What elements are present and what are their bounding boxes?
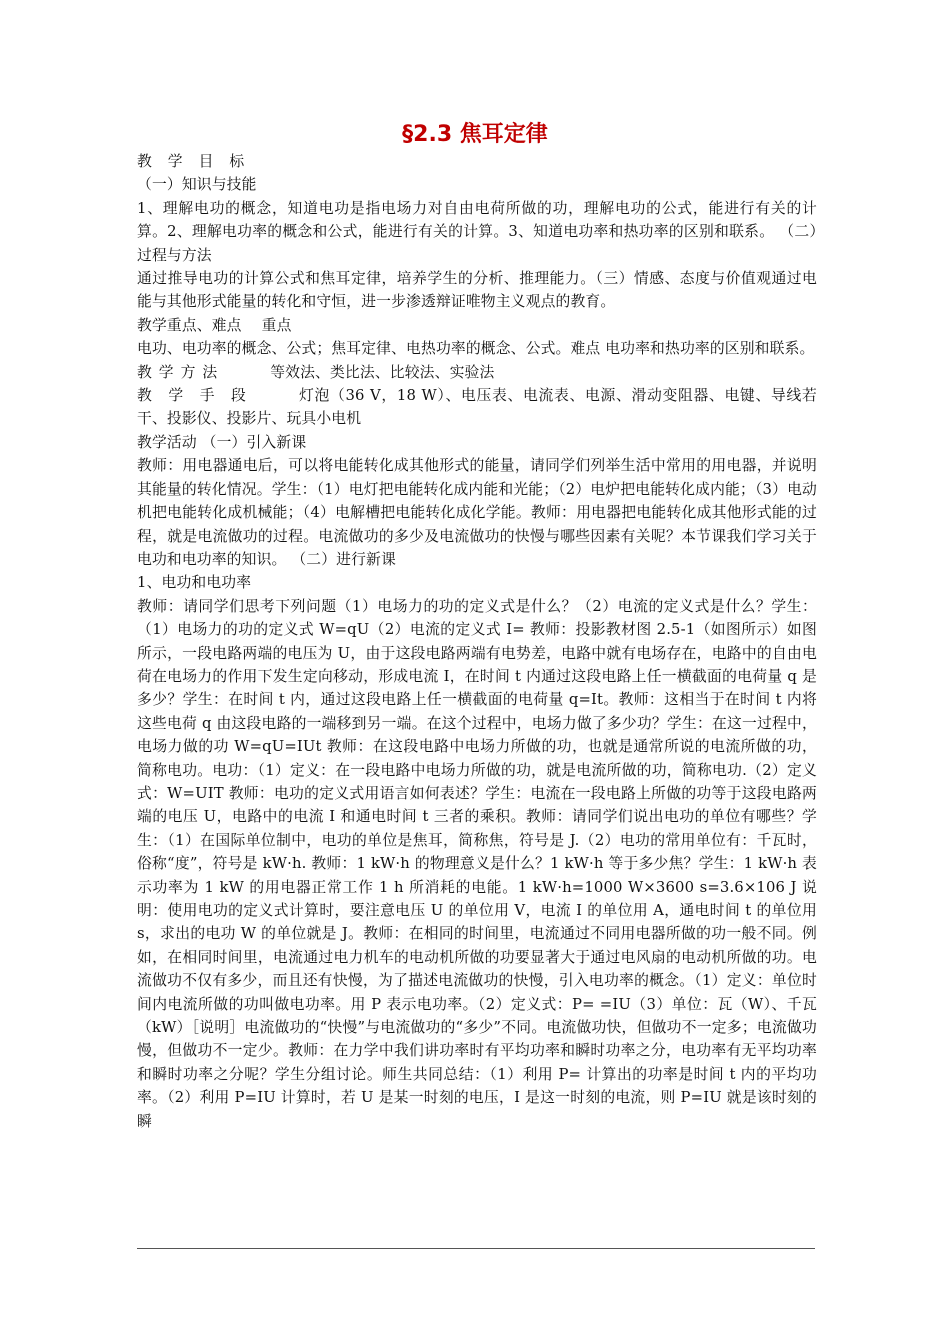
activity-heading: 教学活动 （一）引入新课 bbox=[137, 433, 307, 451]
page-title: §2.3 焦耳定律 bbox=[402, 122, 548, 147]
key-points-paragraph: 电功、电功率的概念、公式；焦耳定律、电热功率的概念、公式。难点 电功率和热功率的区别和联系。 bbox=[137, 340, 815, 358]
footer-rule bbox=[137, 1248, 815, 1249]
key-points-heading: 教学重点、难点 重点 bbox=[137, 316, 292, 334]
section1-paragraph: 教师：请同学们思考下列问题（1）电场力的功的定义式是什么？（2）电流的定义式是什么？学生：（1）电场力的功的定义式 W=qU（2）电流的定义式 I= 教师：投影教材图 2.5-1（如图所示）如图所示，一段电路两端的电压为 U，由于这段电路两端有电势差，电路中就有电场存在，电路中的自由电荷在电场力的作用下发生定向移动，形成电流 I，在时间 t 内通过这段电路上任一横截面的电荷量 q 是多少？学生：在时间 t 内，通过这段电路上任一横截面的电荷量 q=It。教师：这相当于在时间 t 内将这些电荷 q 由这段电路的一端移到另一端。在这个过程中，电场力做了多少功？学生：在这一过程中，电场力做的功 W=qU=IUt 教师：在这段电路中电场力所做的功，也就是通常所说的电流所做的功，简称电功。电功：（1）定义：在一段电路中电场力所做的功，就是电流所做的功，简称电功.（2）定义式：W=UIT 教师：电功的定义式用语言如何表述？学生：电流在一段电路上所做的功等于这段电路两端的电压 U，电路中的电流 I 和通电时间 t 三者的乘积。教师：请同学们说出电功的单位有哪些？学生：（1）在国际单位制中，电功的单位是焦耳，简称焦，符号是 J.（2）电功的常用单位有：千瓦时，俗称“度”，符号是 kW·h. 教师：1 kW·h 的物理意义是什么？1 kW·h 等于多少焦？学生：1 kW·h 表示功率为 1 kW 的用电器正常工作 1 h 所消耗的电能。1 kW·h=1000 W×3600 s=3.6×106 J 说明：使用电功的定义式计算时，要注意电压 U 的单位用 V，电流 I 的单位用 A，通电时间 t 的单位用 s，求出的电功 W 的单位就是 J。教师：在相同的时间里，电流通过不同用电器所做的功一般不同。例如，在相同时间里，电流通过电力机车的电动机所做的功要显著大于通过电风扇的电动机所做的功。电流做功不仅有多少，而且还有快慢，为了描述电流做功的快慢，引入电功率的概念。（1）定义：单位时间内电流所做的功叫做电功率。用 P 表示电功率。（2）定义式：P= =IU（3）单位：瓦（W）、千瓦（kW）［说明］电流做功的“快慢”与电流做功的“多少”不同。电流做功快，但做功不一定多；电流做功慢，但做功不一定少。教师：在力学中我们讲功率时有平均功率和瞬时功率之分，电功率有无平均功率和瞬时功率之分呢？学生分组讨论。师生共同总结：（1）利用 P= 计算出的功率是时间 t 内的平均功率。（2）利用 P=IU 计算时，若 U 是某一时刻的电压，I 是这一时刻的电流，则 P=IU 就是该时刻的瞬 bbox=[137, 597, 817, 1130]
intro-paragraph: 教师：用电器通电后，可以将电能转化成其他形式的能量，请同学们列举生活中常用的用电器，并说明其能量的转化情况。学生：（1）电灯把电能转化成内能和光能；（2）电炉把电能转化成内能；（3）电动机把电能转化成机械能；（4）电解槽把电能转化成化学能。教师：用电器把电能转化成其他形式能的过程，就是电流做功的过程。电流做功的多少及电流做功的快慢与哪些因素有关呢？本节课我们学习关于电功和电功率的知识。 （二）进行新课 bbox=[137, 457, 817, 568]
document-body bbox=[137, 150, 817, 1133]
teaching-tools: 教学手段 灯泡（36 V，18 W）、电压表、电流表、电源、滑动变阻器、电键、导线若干、投影仪、投影片、玩具小电机 bbox=[137, 387, 817, 428]
knowledge-paragraph: 1、理解电功的概念，知道电功是指电场力对自由电荷所做的功，理解电功的公式，能进行有关的计算。2、理解电功率的概念和公式，能进行有关的计算。3、知道电功率和热功率的区别和联系。 （二）过程与方法 bbox=[137, 199, 817, 264]
section1-heading: 1、电功和电功率 bbox=[137, 574, 252, 592]
knowledge-heading: （一）知识与技能 bbox=[137, 176, 257, 194]
objectives-heading: 教学目标 bbox=[137, 153, 261, 170]
process-paragraph: 通过推导电功的计算公式和焦耳定律，培养学生的分析、推理能力。（三）情感、态度与价值观通过电能与其他形式能量的转化和守恒，进一步渗透辩证唯物主义观点的教育。 bbox=[137, 270, 817, 311]
teaching-method: 教学方法 等效法、类比法、比较法、实验法 bbox=[137, 363, 495, 381]
